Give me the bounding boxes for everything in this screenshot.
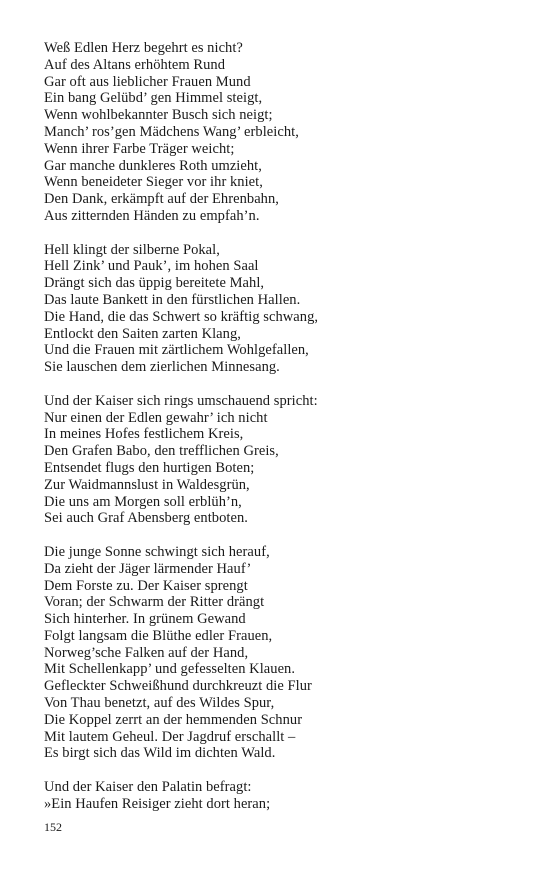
stanza	[44, 40, 524, 225]
verse-line: Mit lautem Geheul. Der Jagdruf erschallt –	[44, 728, 296, 745]
verse-line: Aus zitternden Händen zu empfah’n.	[44, 207, 260, 224]
verse-line: Entsendet flugs den hurtigen Boten;	[44, 459, 255, 476]
verse-line: Und der Kaiser sich rings umschauend spricht:	[44, 392, 318, 409]
stanza	[44, 544, 524, 762]
verse-line: Wenn beneideter Sieger vor ihr kniet,	[44, 174, 263, 191]
verse-line: Dem Forste zu. Der Kaiser sprengt	[44, 577, 248, 594]
verse-line: Von Thau benetzt, auf des Wildes Spur,	[44, 695, 275, 712]
verse-line: Auf des Altans erhöhtem Rund	[44, 56, 226, 73]
verse-line: Hell klingt der silberne Pokal,	[44, 241, 220, 258]
verse-line: Die junge Sonne schwingt sich herauf,	[44, 543, 270, 560]
verse-line: Hell Zink’ und Pauk’, im hohen Saal	[44, 258, 259, 275]
verse-line: Die uns am Morgen soll erblüh’n,	[44, 493, 242, 510]
verse-line: Folgt langsam die Blüthe edler Frauen,	[44, 627, 273, 644]
verse-line: Sich hinterher. In grünem Gewand	[44, 611, 246, 628]
verse-line: Ein bang Gelübd’ gen Himmel steigt,	[44, 90, 263, 107]
verse-line: Da zieht der Jäger lärmender Hauf’	[44, 560, 252, 577]
verse-line: Mit Schellenkapp’ und gefesselten Klauen.	[44, 661, 296, 678]
verse-line: In meines Hofes festlichem Kreis,	[44, 426, 244, 443]
stanza	[44, 393, 524, 527]
page-number: 152	[44, 820, 62, 834]
verse-line: Die Koppel zerrt an der hemmenden Schnur	[44, 711, 303, 728]
verse-line: Sie lauschen dem zierlichen Minnesang.	[44, 359, 280, 376]
verse-line: Den Dank, erkämpft auf der Ehrenbahn,	[44, 191, 279, 208]
verse-line: Zur Waidmannslust in Waldesgrün,	[44, 476, 250, 493]
verse-line: Drängt sich das üppig bereitete Mahl,	[44, 275, 265, 292]
verse-line: Norweg’sche Falken auf der Hand,	[44, 644, 249, 661]
stanza	[44, 242, 524, 376]
verse-line: Sei auch Graf Abensberg entboten.	[44, 510, 248, 527]
verse-line: Manch’ ros’gen Mädchens Wang’ erbleicht,	[44, 123, 299, 140]
stanza	[44, 779, 524, 813]
verse-line: Die Hand, die das Schwert so kräftig schwang,	[44, 308, 319, 325]
verse-line: Weß Edlen Herz begehrt es nicht?	[44, 40, 243, 56]
verse-line: Entlockt den Saiten zarten Klang,	[44, 325, 241, 342]
verse-line: Wenn wohlbekannter Busch sich neigt;	[44, 107, 273, 124]
verse-line: »Ein Haufen Reisiger zieht dort heran;	[44, 795, 271, 812]
verse-line: Gar manche dunkleres Roth umzieht,	[44, 157, 262, 174]
verse-line: Wenn ihrer Farbe Träger weicht;	[44, 140, 235, 157]
verse-line: Den Grafen Babo, den trefflichen Greis,	[44, 443, 279, 460]
verse-line: Gar oft aus lieblicher Frauen Mund	[44, 73, 251, 90]
verse-line: Und die Frauen mit zärtlichem Wohlgefallen,	[44, 342, 309, 359]
verse-line: Voran; der Schwarm der Ritter drängt	[44, 594, 265, 611]
verse-line: Es birgt sich das Wild im dichten Wald.	[44, 745, 276, 762]
verse-line: Nur einen der Edlen gewahr’ ich nicht	[44, 409, 268, 426]
verse-line: Das laute Bankett in den fürstlichen Hallen.	[44, 291, 301, 308]
verse-line: Gefleckter Schweißhund durchkreuzt die Flur	[44, 678, 312, 695]
poem-text	[44, 40, 524, 829]
verse-line: Und der Kaiser den Palatin befragt:	[44, 779, 252, 796]
